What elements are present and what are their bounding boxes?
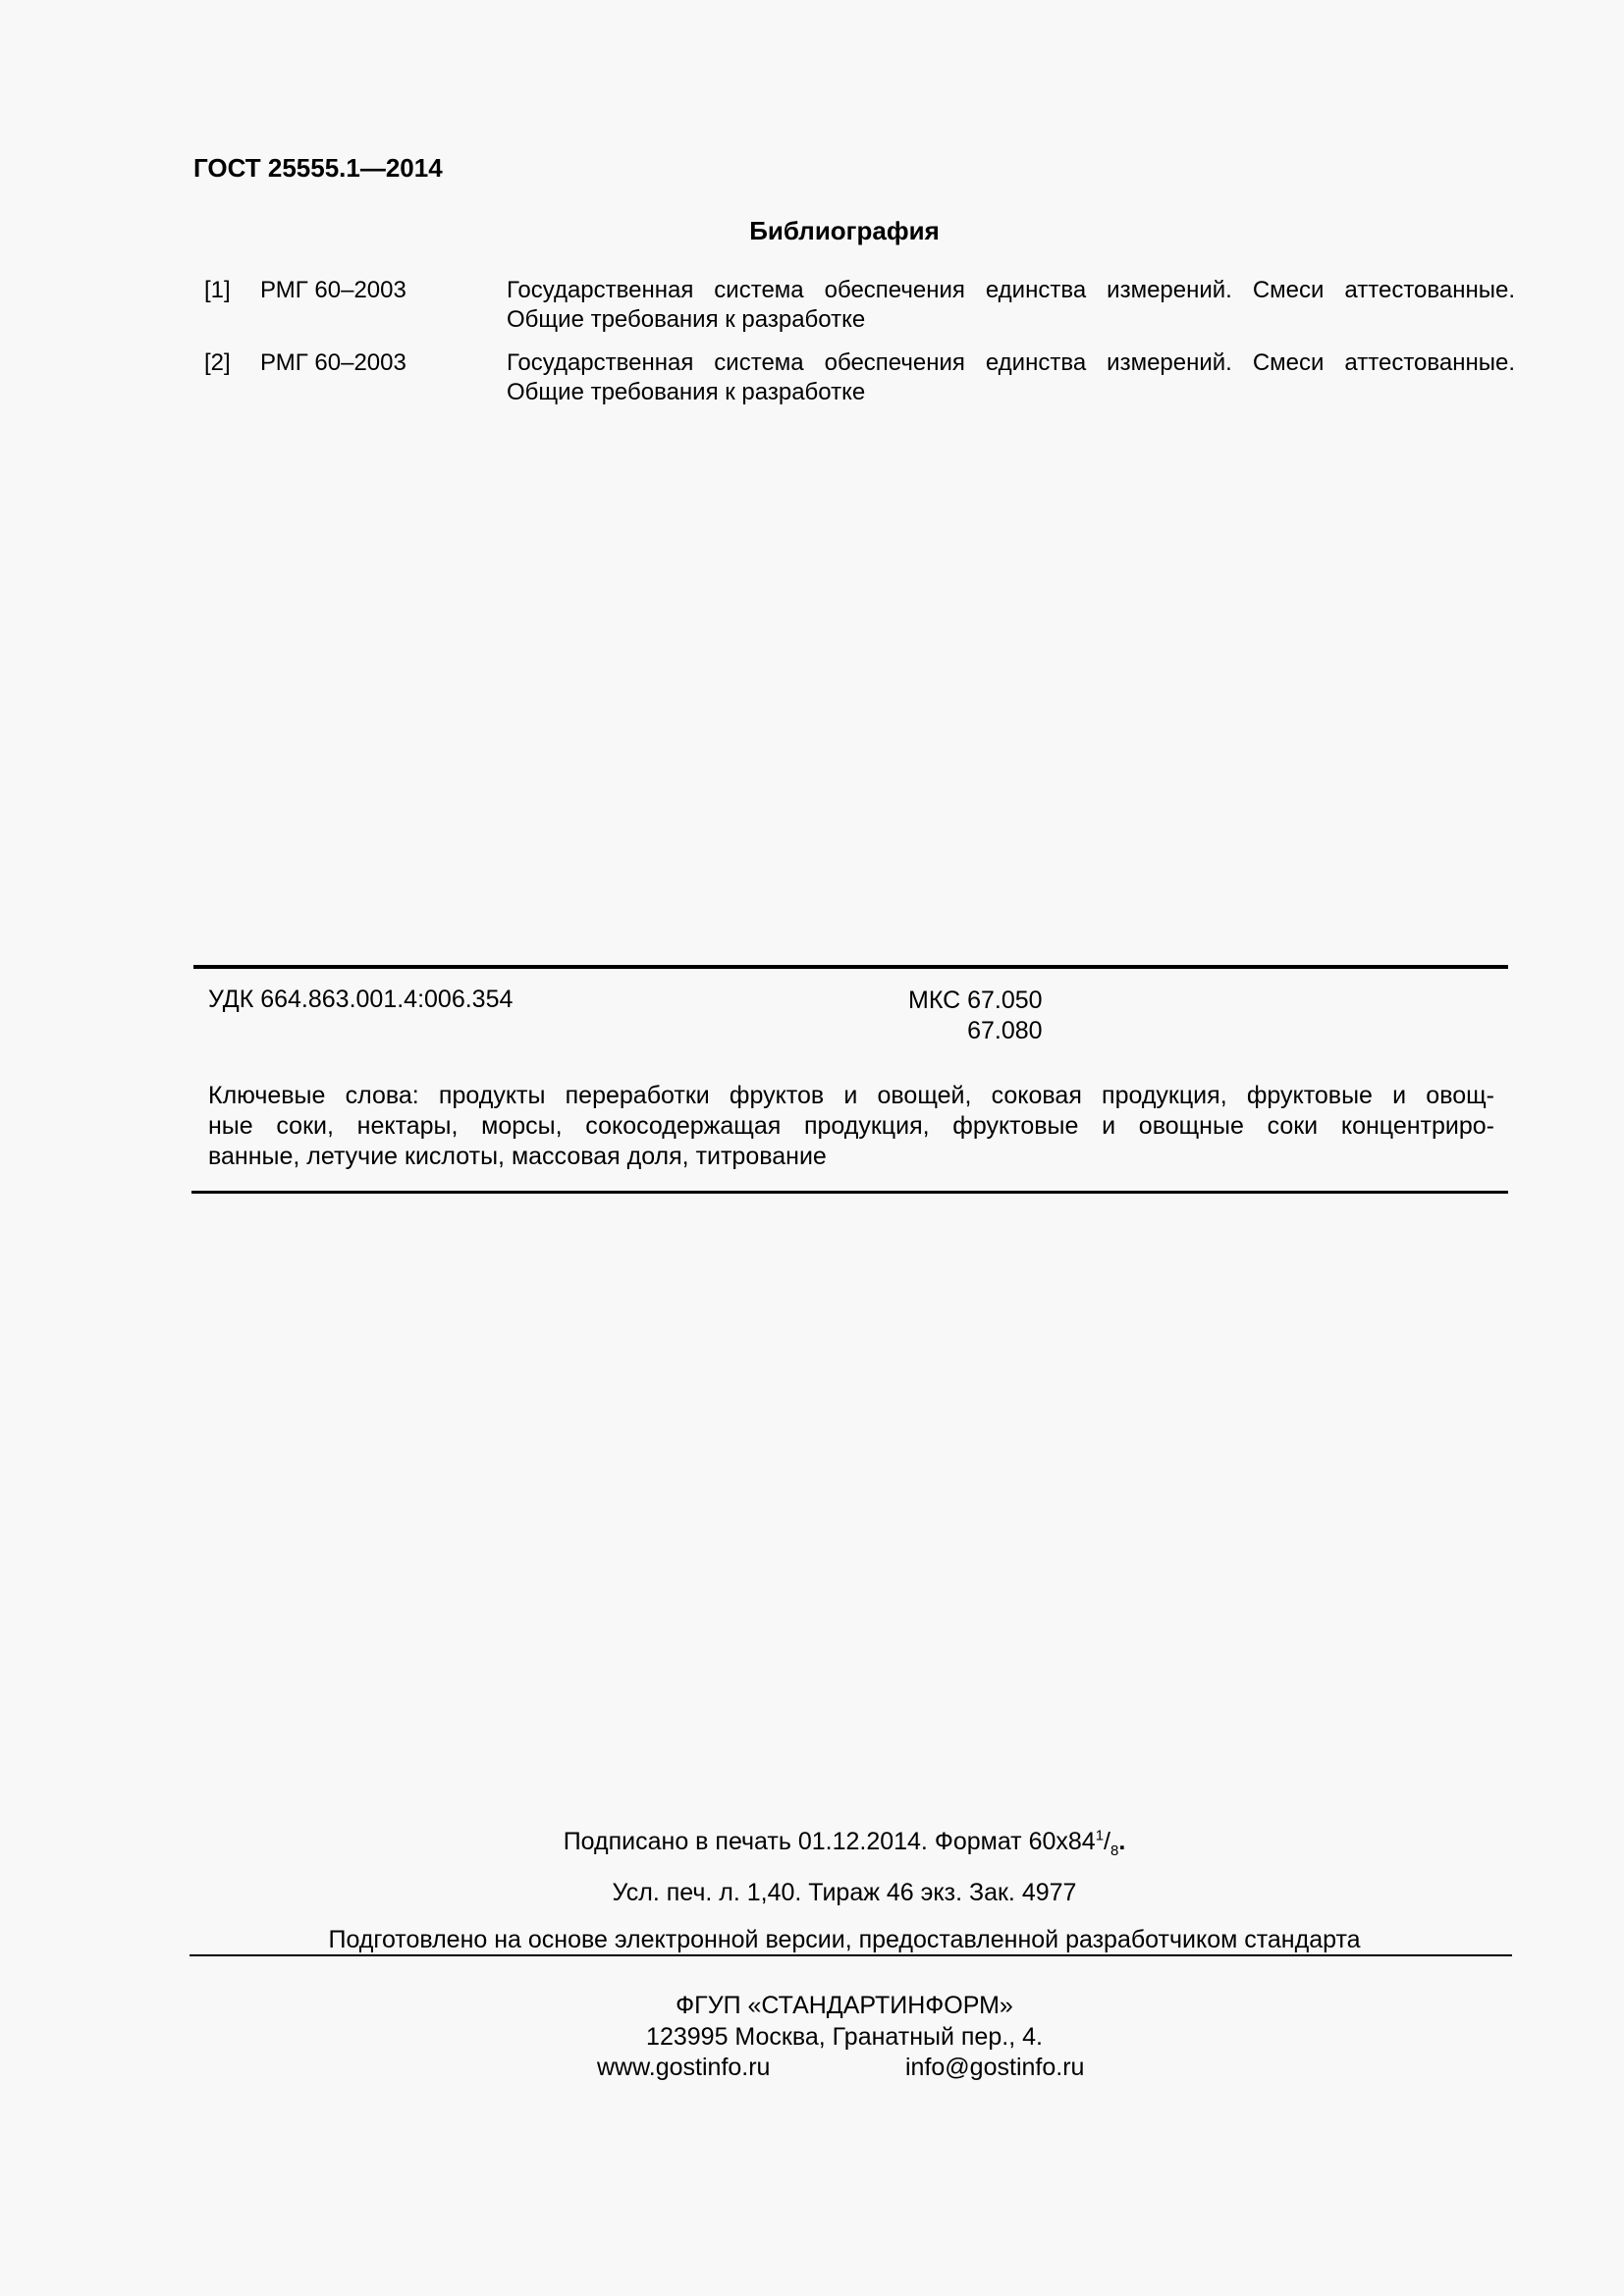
entry-code: РМГ 60–2003 (260, 277, 406, 303)
entry-description-line2: Общие требования к разработке (507, 379, 866, 405)
entry-description (507, 348, 1515, 407)
mks-codes (908, 986, 1043, 1046)
mks-code-2: 67.080 (967, 1017, 1043, 1044)
imprint-signed (0, 1827, 1624, 1859)
publisher-email-link[interactable]: info@gostinfo.ru (905, 2054, 1085, 2081)
format-denominator: 8 (1110, 1842, 1119, 1859)
keywords-line2: ные соки, нектары, морсы, сокосодержащая продукция, фруктовые и овощные соки концентриро- (208, 1112, 1494, 1140)
entry-description-line1: Государственная система обеспечения единства измерений. Смеси аттестованные. (507, 349, 1515, 376)
document-header: ГОСТ 25555.1—2014 (193, 153, 443, 183)
publisher-address: 123995 Москва, Гранатный пер., 4. (646, 2023, 1043, 2051)
keywords-line3: ванные, летучие кислоты, массовая доля, титрование (208, 1143, 827, 1170)
entry-number: [2] (204, 349, 231, 376)
publisher-name: ФГУП «СТАНДАРТИНФОРМ» (676, 1992, 1013, 2019)
divider-keywords (191, 1191, 1508, 1194)
entry-description-line2: Общие требования к разработке (507, 306, 866, 333)
divider-footer (189, 1954, 1512, 1956)
format-end: . (1118, 1828, 1126, 1855)
divider-top (193, 965, 1508, 969)
entry-code: РМГ 60–2003 (260, 349, 406, 376)
mks-code-1: МКС 67.050 (908, 987, 1043, 1014)
imprint-print-info: Усл. печ. л. 1,40. Тираж 46 экз. Зак. 4977 (612, 1879, 1077, 1906)
imprint-prepared-note: Подготовлено на основе электронной версии, предоставленной разработчиком стандарта (328, 1926, 1361, 1953)
publisher-block (0, 1990, 1624, 2053)
format-numerator: 1 (1095, 1827, 1105, 1844)
entry-number: [1] (204, 277, 231, 303)
keywords-line1: Ключевые слова: продукты переработки фруктов и овощей, соковая продукция, фруктовые и овощ- (208, 1082, 1494, 1109)
bibliography-title: Библиография (749, 216, 940, 245)
udk-code: УДК 664.863.001.4:006.354 (208, 986, 514, 1013)
imprint-signed-text: Подписано в печать 01.12.2014. Формат 60x84 (563, 1828, 1096, 1855)
publisher-website-link[interactable]: www.gostinfo.ru (597, 2054, 771, 2081)
entry-description-line1: Государственная система обеспечения единства измерений. Смеси аттестованные. (507, 277, 1515, 303)
format-slash: / (1104, 1828, 1110, 1855)
entry-description (507, 276, 1515, 335)
keywords-block (208, 1081, 1494, 1172)
